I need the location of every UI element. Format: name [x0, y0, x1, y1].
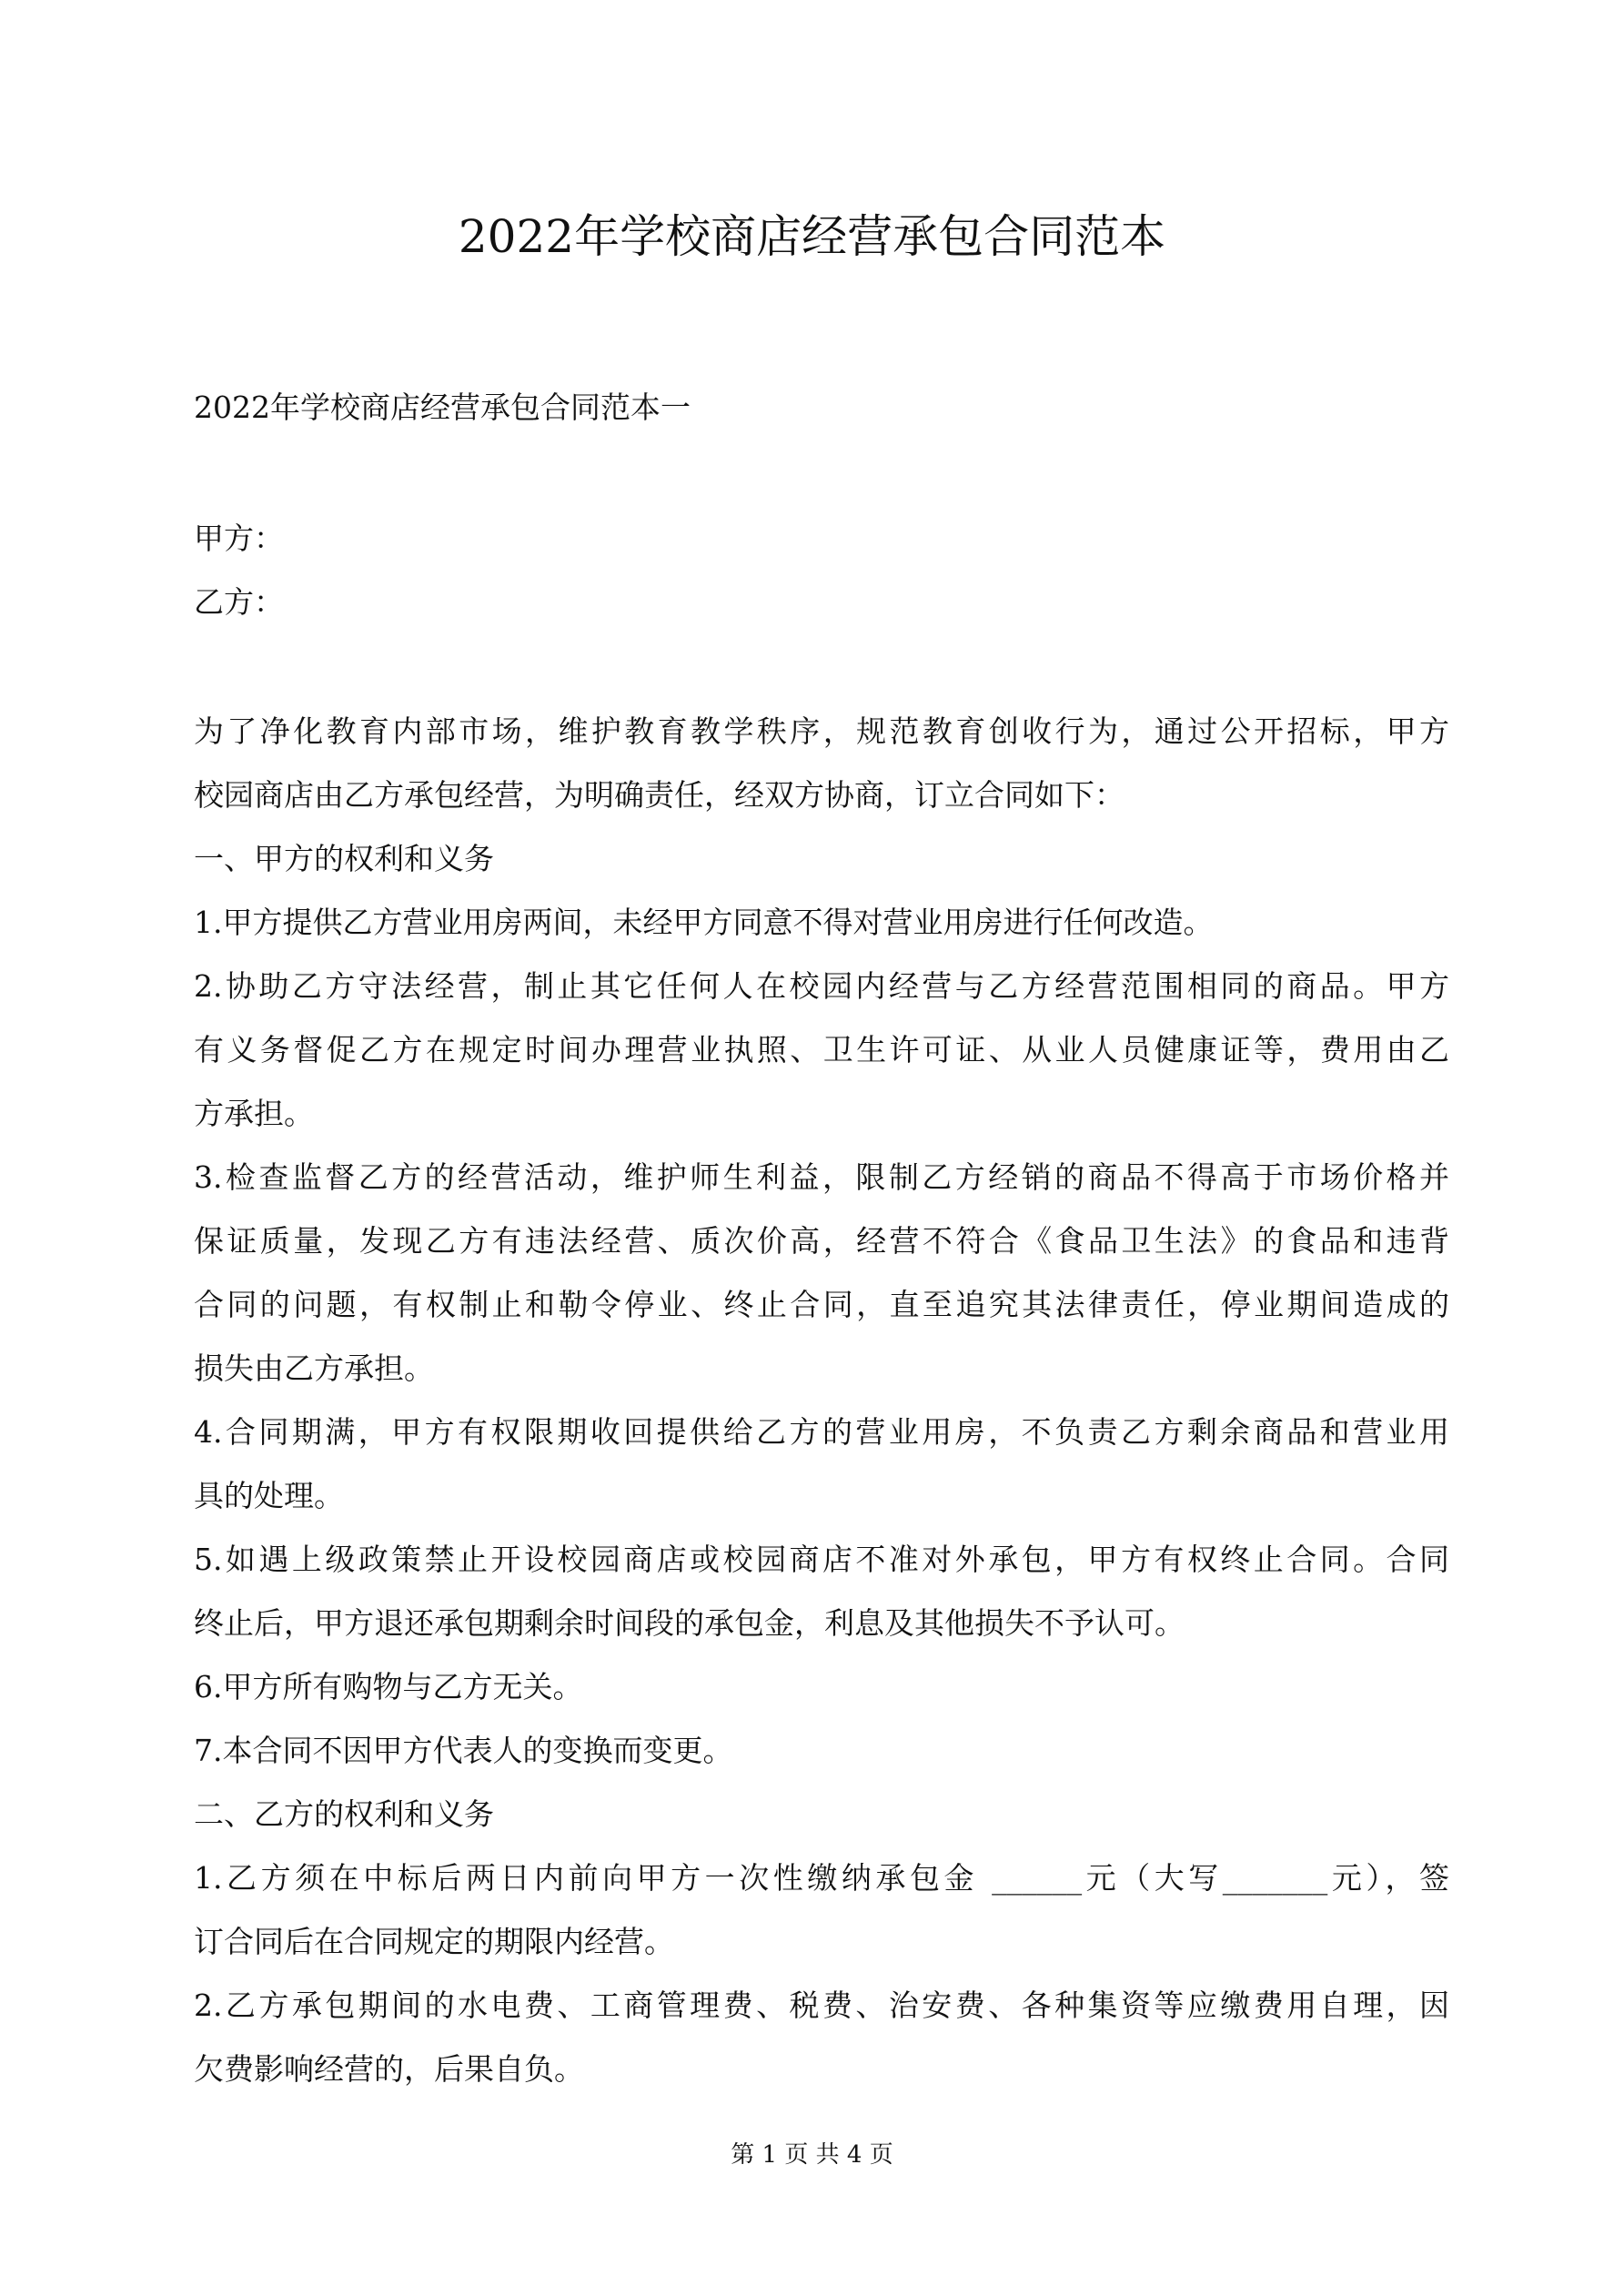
clause-line: 欠费影响经营的，后果自负。: [194, 2051, 584, 2087]
clause-line: 具的处理。: [194, 1478, 344, 1513]
party-b-label: 乙方：: [194, 584, 284, 620]
clause-line: 方承担。: [194, 1096, 314, 1131]
page-number-footer: 第 1 页 共 4 页: [731, 2141, 893, 2169]
clause-line: 有义务督促乙方在规定时间办理营业执照、卫生许可证、从业人员健康证等，费用由乙: [194, 1032, 1449, 1067]
party-a-label: 甲方：: [194, 521, 284, 556]
intro-line: 为了净化教育内部市场，维护教育教学秩序，规范教育创收行为，通过公开招标，甲方: [194, 713, 1449, 749]
clause-line: 保证质量，发现乙方有违法经营、质次价高，经营不符合《食品卫生法》的食品和违背: [194, 1223, 1449, 1259]
clause-line: 4.合同期满，甲方有权限期收回提供给乙方的营业用房，不负责乙方剩余商品和营业用: [194, 1414, 1449, 1450]
clause-line: 6.甲方所有购物与乙方无关。: [194, 1669, 583, 1704]
clause-line: 订合同后在合同规定的期限内经营。: [194, 1924, 674, 1959]
clause-line: 终止后，甲方退还承包期剩余时间段的承包金，利息及其他损失不予认可。: [194, 1605, 1185, 1641]
section-heading: 一、甲方的权利和义务: [194, 841, 494, 876]
clause-line: 1.甲方提供乙方营业用房两间，未经甲方同意不得对营业用房进行任何改造。: [194, 905, 1214, 940]
intro-line: 校园商店由乙方承包经营，为明确责任，经双方协商，订立合同如下：: [194, 777, 1125, 813]
clause-line: 2.协助乙方守法经营，制止其它任何人在校园内经营与乙方经营范围相同的商品。甲方: [194, 968, 1449, 1004]
document-title: 2022年学校商店经营承包合同范本: [458, 210, 1166, 263]
clause-line: 7.本合同不因甲方代表人的变换而变更。: [194, 1733, 733, 1768]
clause-line: 5.如遇上级政策禁止开设校园商店或校园商店不准对外承包，甲方有权终止合同。合同: [194, 1542, 1449, 1577]
clause-line: 1.乙方须在中标后两日内前向甲方一次性缴纳承包金 ______元（大写_______元），签: [194, 1860, 1449, 1896]
clause-line: 损失由乙方承担。: [194, 1350, 434, 1386]
clause-line: 3.检查监督乙方的经营活动，维护师生利益，限制乙方经销的商品不得高于市场价格并: [194, 1159, 1449, 1195]
clause-line: 合同的问题，有权制止和勒令停业、终止合同，直至追究其法律责任，停业期间造成的: [194, 1287, 1449, 1322]
contract-subtitle: 2022年学校商店经营承包合同范本一: [194, 389, 691, 425]
clause-line: 2.乙方承包期间的水电费、工商管理费、税费、治安费、各种集资等应缴费用自理，因: [194, 1988, 1449, 2023]
section-heading: 二、乙方的权利和义务: [194, 1796, 494, 1832]
